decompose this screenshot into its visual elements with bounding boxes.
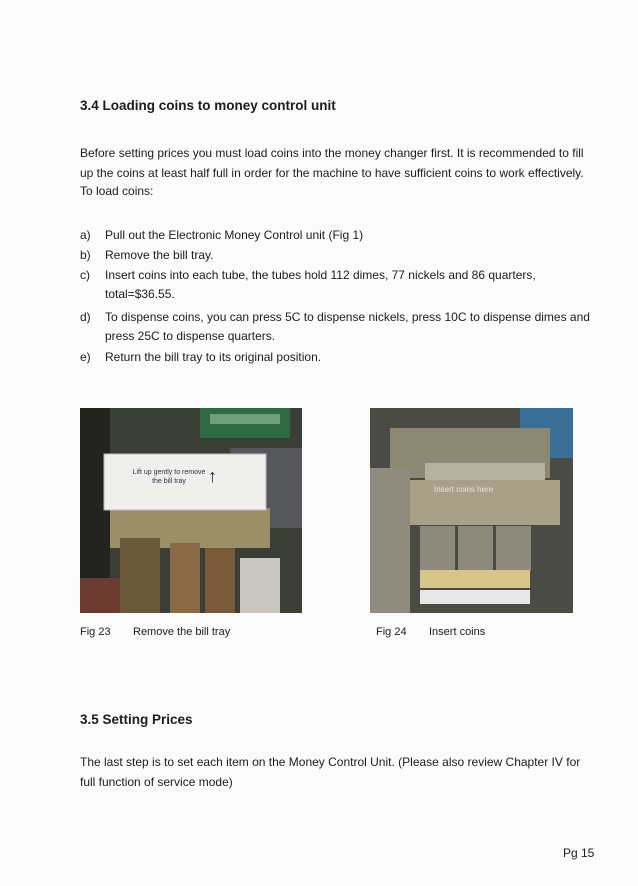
list-item-label: b) [80,248,91,262]
list-item-text: Return the bill tray to its original position. [105,350,322,364]
list-item [80,266,620,306]
list-item-text-cont: total=$36.55. [105,287,175,301]
section-heading: 3.5 Setting Prices [80,712,193,727]
list-item [80,226,620,246]
list-item-text-cont: press 25C to dispense quarters. [105,329,276,343]
coin-tubes-photo-graphic [370,408,573,613]
arrow-up-icon: ↑ [208,466,217,486]
list-item-label: c) [80,268,90,282]
photo-label-text: Lift up gently to remove the bill tray [132,469,206,485]
page-number: Pg 15 [563,846,595,860]
body-line-2: full function of service mode) [80,775,233,789]
list-item [80,246,620,266]
list-item-text: Pull out the Electronic Money Control unit (Fig 1) [105,228,364,242]
figure-caption: Remove the bill tray [133,626,231,638]
bill-tray-photo-graphic [80,408,302,613]
list-item [80,348,620,368]
list-item [80,308,620,348]
list-item-label: e) [80,350,91,364]
list-item-label: d) [80,310,91,324]
list-item-text: Insert coins into each tube, the tubes hold 112 dimes, 77 nickels and 86 quarters, [105,268,536,282]
list-item-text: To dispense coins, you can press 5C to dispense nickels, press 10C to dispense dimes and [105,310,590,324]
intro-line-1: Before setting prices you must load coins into the money changer first. It is recommended to fill [80,146,584,160]
section-heading: 3.4 Loading coins to money control unit [80,98,336,113]
figure-photo-bill-tray [80,408,302,613]
photo-label-text: Insert coins here [434,485,494,494]
intro-line-3: To load coins: [80,184,154,198]
intro-line-2: up the coins at least half full in order for the machine to have sufficient coins to work effectively. [80,166,584,180]
figure-number: Fig 23 [80,626,111,638]
figure-number: Fig 24 [376,626,407,638]
figure-caption: Insert coins [429,626,486,638]
body-line-1: The last step is to set each item on the Money Control Unit. (Please also review Chapter IV for [80,755,581,769]
list-item-text: Remove the bill tray. [105,248,214,262]
list-item-label: a) [80,228,91,242]
figure-photo-insert-coins [370,408,573,613]
